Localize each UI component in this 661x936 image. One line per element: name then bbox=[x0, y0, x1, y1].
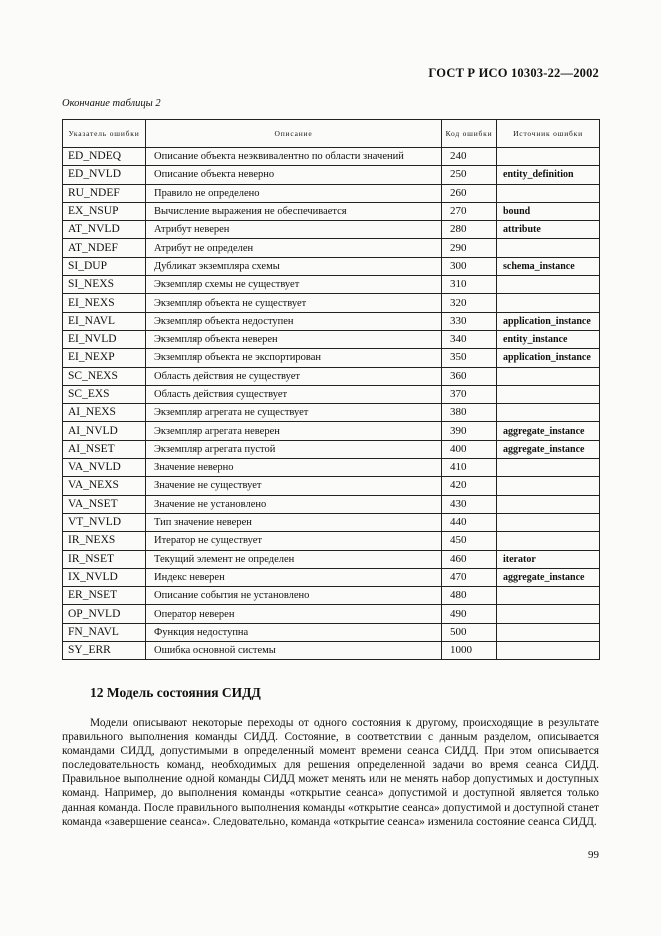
error-code-cell: 490 bbox=[442, 605, 497, 623]
error-source-cell bbox=[497, 459, 600, 477]
error-source-cell: bound bbox=[497, 202, 600, 220]
error-code-cell: 370 bbox=[442, 385, 497, 403]
error-source-cell bbox=[497, 495, 600, 513]
description-cell: Правило не определено bbox=[146, 184, 442, 202]
description-cell: Область действия существует bbox=[146, 385, 442, 403]
error-indicator-cell: SI_NEXS bbox=[63, 276, 146, 294]
error-indicator-cell: AT_NVLD bbox=[63, 221, 146, 239]
error-source-cell: aggregate_instance bbox=[497, 422, 600, 440]
error-source-cell: attribute bbox=[497, 221, 600, 239]
column-header-code: Код ошибки bbox=[442, 120, 497, 148]
error-code-cell: 500 bbox=[442, 623, 497, 641]
description-cell: Атрибут неверен bbox=[146, 221, 442, 239]
description-cell: Экземпляр схемы не существует bbox=[146, 276, 442, 294]
description-cell: Значение не установлено bbox=[146, 495, 442, 513]
error-code-cell: 260 bbox=[442, 184, 497, 202]
table-row bbox=[63, 330, 600, 348]
error-indicator-cell: SC_NEXS bbox=[63, 367, 146, 385]
table-row bbox=[63, 349, 600, 367]
table-row bbox=[63, 440, 600, 458]
error-code-cell: 360 bbox=[442, 367, 497, 385]
error-indicator-cell: VA_NSET bbox=[63, 495, 146, 513]
error-indicator-cell: ED_NDEQ bbox=[63, 148, 146, 166]
error-code-cell: 310 bbox=[442, 276, 497, 294]
error-indicator-cell: RU_NDEF bbox=[63, 184, 146, 202]
error-table bbox=[62, 119, 600, 660]
description-cell: Экземпляр объекта недоступен bbox=[146, 312, 442, 330]
error-code-cell: 300 bbox=[442, 257, 497, 275]
table-row bbox=[63, 477, 600, 495]
table-row bbox=[63, 367, 600, 385]
error-source-cell bbox=[497, 642, 600, 660]
error-code-cell: 430 bbox=[442, 495, 497, 513]
error-indicator-cell: SI_DUP bbox=[63, 257, 146, 275]
error-indicator-cell: IX_NVLD bbox=[63, 568, 146, 586]
table-row bbox=[63, 605, 600, 623]
description-cell: Текущий элемент не определен bbox=[146, 550, 442, 568]
table-row bbox=[63, 257, 600, 275]
error-source-cell bbox=[497, 148, 600, 166]
description-cell: Экземпляр объекта не экспортирован bbox=[146, 349, 442, 367]
error-indicator-cell: VT_NVLD bbox=[63, 513, 146, 531]
table-row bbox=[63, 385, 600, 403]
error-source-cell bbox=[497, 367, 600, 385]
table-row bbox=[63, 221, 600, 239]
error-indicator-cell: OP_NVLD bbox=[63, 605, 146, 623]
error-indicator-cell: EI_NAVL bbox=[63, 312, 146, 330]
error-source-cell bbox=[497, 294, 600, 312]
error-indicator-cell: AI_NVLD bbox=[63, 422, 146, 440]
error-code-cell: 240 bbox=[442, 148, 497, 166]
description-cell: Атрибут не определен bbox=[146, 239, 442, 257]
description-cell: Экземпляр агрегата не существует bbox=[146, 404, 442, 422]
section-title: 12 Модель состояния СИДД bbox=[90, 685, 261, 700]
description-cell: Значение не существует bbox=[146, 477, 442, 495]
table-row bbox=[63, 404, 600, 422]
error-indicator-cell: VA_NEXS bbox=[63, 477, 146, 495]
description-cell: Экземпляр объекта неверен bbox=[146, 330, 442, 348]
error-code-cell: 480 bbox=[442, 587, 497, 605]
error-indicator-cell: AT_NDEF bbox=[63, 239, 146, 257]
table-row bbox=[63, 239, 600, 257]
table-row bbox=[63, 513, 600, 531]
error-code-cell: 270 bbox=[442, 202, 497, 220]
error-code-cell: 250 bbox=[442, 166, 497, 184]
table-caption: Окончание таблицы 2 bbox=[62, 98, 161, 109]
description-cell: Область действия не существует bbox=[146, 367, 442, 385]
description-cell: Описание объекта неэквивалентно по области значений bbox=[146, 148, 442, 166]
table-row bbox=[63, 422, 600, 440]
description-cell: Экземпляр объекта не существует bbox=[146, 294, 442, 312]
description-cell: Ошибка основной системы bbox=[146, 642, 442, 660]
description-cell: Экземпляр агрегата пустой bbox=[146, 440, 442, 458]
table-row bbox=[63, 568, 600, 586]
table-row bbox=[63, 495, 600, 513]
error-source-cell bbox=[497, 587, 600, 605]
error-source-cell bbox=[497, 239, 600, 257]
table-row bbox=[63, 148, 600, 166]
error-source-cell bbox=[497, 404, 600, 422]
error-code-cell: 470 bbox=[442, 568, 497, 586]
error-indicator-cell: IR_NEXS bbox=[63, 532, 146, 550]
error-indicator-cell: EI_NEXS bbox=[63, 294, 146, 312]
description-cell: Значение неверно bbox=[146, 459, 442, 477]
error-source-cell bbox=[497, 623, 600, 641]
error-source-cell: schema_instance bbox=[497, 257, 600, 275]
table-row bbox=[63, 276, 600, 294]
error-code-cell: 450 bbox=[442, 532, 497, 550]
table-row bbox=[63, 550, 600, 568]
description-cell: Функция недоступна bbox=[146, 623, 442, 641]
table-row bbox=[63, 587, 600, 605]
error-source-cell: entity_instance bbox=[497, 330, 600, 348]
description-cell: Вычисление выражения не обеспечивается bbox=[146, 202, 442, 220]
error-code-cell: 390 bbox=[442, 422, 497, 440]
error-indicator-cell: EI_NVLD bbox=[63, 330, 146, 348]
description-cell: Итератор не существует bbox=[146, 532, 442, 550]
table-row bbox=[63, 642, 600, 660]
error-indicator-cell: AI_NEXS bbox=[63, 404, 146, 422]
error-indicator-cell: EX_NSUP bbox=[63, 202, 146, 220]
document-header: ГОСТ Р ИСО 10303-22—2002 bbox=[428, 66, 599, 80]
error-source-cell bbox=[497, 605, 600, 623]
table-row bbox=[63, 312, 600, 330]
page-number: 99 bbox=[588, 849, 599, 861]
table-header-row bbox=[63, 120, 600, 148]
error-code-cell: 410 bbox=[442, 459, 497, 477]
error-indicator-cell: SC_EXS bbox=[63, 385, 146, 403]
error-source-cell: aggregate_instance bbox=[497, 568, 600, 586]
description-cell: Индекс неверен bbox=[146, 568, 442, 586]
error-code-cell: 1000 bbox=[442, 642, 497, 660]
error-indicator-cell: ER_NSET bbox=[63, 587, 146, 605]
description-cell: Оператор неверен bbox=[146, 605, 442, 623]
error-code-cell: 330 bbox=[442, 312, 497, 330]
error-source-cell bbox=[497, 276, 600, 294]
error-source-cell bbox=[497, 385, 600, 403]
description-cell: Экземпляр агрегата неверен bbox=[146, 422, 442, 440]
error-indicator-cell: IR_NSET bbox=[63, 550, 146, 568]
error-indicator-cell: EI_NEXP bbox=[63, 349, 146, 367]
error-source-cell bbox=[497, 532, 600, 550]
table-row bbox=[63, 532, 600, 550]
table-body bbox=[63, 148, 600, 660]
error-source-cell: iterator bbox=[497, 550, 600, 568]
error-code-cell: 380 bbox=[442, 404, 497, 422]
error-indicator-cell: FN_NAVL bbox=[63, 623, 146, 641]
table-row bbox=[63, 166, 600, 184]
error-code-cell: 320 bbox=[442, 294, 497, 312]
table-row bbox=[63, 202, 600, 220]
column-header-source: Источник ошибки bbox=[497, 120, 600, 148]
error-code-cell: 340 bbox=[442, 330, 497, 348]
error-indicator-cell: SY_ERR bbox=[63, 642, 146, 660]
error-source-cell: aggregate_instance bbox=[497, 440, 600, 458]
error-code-cell: 350 bbox=[442, 349, 497, 367]
section-paragraph: Модели описывают некоторые переходы от одного состояния к другому, происходящие в результате правильного выполнения команды СИДД. Состояние, в соответствии с данным разделом, описывается командами СИДД, допустимыми в определенный момент времени сеанса СИДД. При этом описывается последовательность команд, необходимых для решения определенной задачи во время сеанса СИДД. Правильное выполнение одной команды СИДД может менять или не менять набор допустимых и доступных команд. Например, до выполнения команды «открытие сеанса» допустимой и доступной является только данная команда. После правильного выполнения команды «открытие сеанса» допустимой и доступной станет команда «завершение сеанса». Следовательно, команда «открытие сеанса» изменила состояние сеанса СИДД. bbox=[62, 717, 599, 828]
error-code-cell: 420 bbox=[442, 477, 497, 495]
error-indicator-cell: ED_NVLD bbox=[63, 166, 146, 184]
error-source-cell bbox=[497, 477, 600, 495]
column-header-indicator: Указатель ошибки bbox=[63, 120, 146, 148]
error-source-cell bbox=[497, 513, 600, 531]
description-cell: Описание события не установлено bbox=[146, 587, 442, 605]
error-source-cell: application_instance bbox=[497, 349, 600, 367]
error-source-cell bbox=[497, 184, 600, 202]
error-source-cell: application_instance bbox=[497, 312, 600, 330]
error-indicator-cell: AI_NSET bbox=[63, 440, 146, 458]
description-cell: Описание объекта неверно bbox=[146, 166, 442, 184]
error-code-cell: 280 bbox=[442, 221, 497, 239]
error-source-cell: entity_definition bbox=[497, 166, 600, 184]
table-row bbox=[63, 294, 600, 312]
error-code-cell: 460 bbox=[442, 550, 497, 568]
column-header-description: Описание bbox=[146, 120, 442, 148]
error-code-cell: 440 bbox=[442, 513, 497, 531]
error-indicator-cell: VA_NVLD bbox=[63, 459, 146, 477]
error-code-cell: 400 bbox=[442, 440, 497, 458]
error-code-cell: 290 bbox=[442, 239, 497, 257]
table-row bbox=[63, 184, 600, 202]
table-row bbox=[63, 459, 600, 477]
table-row bbox=[63, 623, 600, 641]
description-cell: Тип значение неверен bbox=[146, 513, 442, 531]
description-cell: Дубликат экземпляра схемы bbox=[146, 257, 442, 275]
